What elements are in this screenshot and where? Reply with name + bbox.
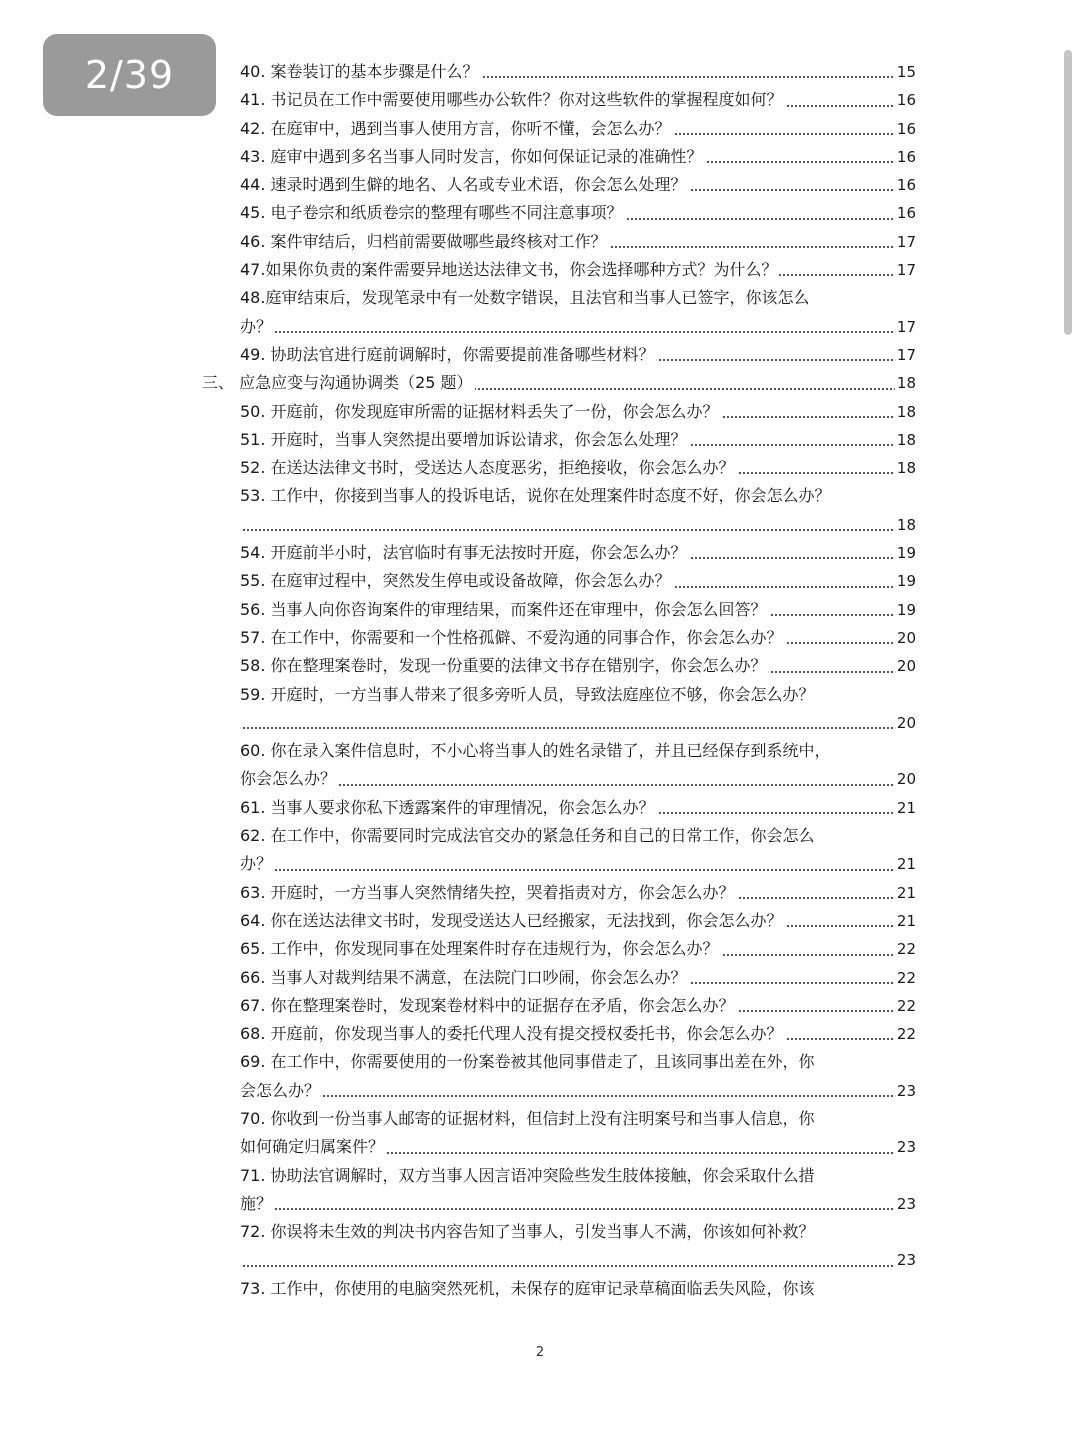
toc-entry-page: 21: [895, 879, 916, 907]
toc-entry[interactable]: [240, 765, 916, 793]
toc-entry[interactable]: [240, 115, 916, 143]
toc-entry[interactable]: [240, 341, 916, 369]
toc-entry-text: 三、 应急应变与沟通协调类（25 题）: [202, 373, 473, 393]
toc-entry-text: 45. 电子卷宗和纸质卷宗的整理有哪些不同注意事项？: [240, 203, 623, 223]
toc-entry-page: 23: [895, 1246, 916, 1274]
toc-entry-page: 22: [895, 992, 916, 1020]
toc-entry[interactable]: [240, 1133, 916, 1161]
toc-entry[interactable]: [240, 171, 916, 199]
toc-entry-page: 18: [895, 511, 916, 539]
toc-entry-page: 19: [895, 539, 916, 567]
toc-entry[interactable]: [240, 1218, 916, 1246]
toc-entry-text: [240, 515, 242, 534]
toc-entry[interactable]: [240, 143, 916, 171]
toc-entry-page: 17: [895, 228, 916, 256]
toc-entry[interactable]: [240, 1105, 916, 1133]
toc-entry-page: 23: [895, 1077, 916, 1105]
toc-entry-page: 21: [895, 850, 916, 878]
toc-entry[interactable]: [240, 709, 916, 737]
toc-entry[interactable]: [240, 313, 916, 341]
toc-entry-text: 你会怎么办？: [240, 769, 337, 789]
toc-entry[interactable]: [240, 1275, 916, 1303]
toc-entry-page: 18: [895, 369, 916, 397]
toc-entry-page: 23: [895, 1133, 916, 1161]
toc-entry-text: 59. 开庭时，一方当事人带来了很多旁听人员，导致法庭座位不够，你会怎么办？: [240, 684, 815, 704]
toc-entry[interactable]: [240, 1190, 916, 1218]
toc-section-heading[interactable]: [202, 369, 916, 397]
toc-entry-text: 办？: [240, 854, 273, 874]
toc-entry[interactable]: [240, 1020, 916, 1048]
toc-entry-text: 71. 协助法官调解时，双方当事人因言语冲突险些发生肢体接触，你会采取什么措: [240, 1165, 815, 1185]
toc-entry-page: 16: [895, 86, 916, 114]
toc-entry-text: 68. 开庭前，你发现当事人的委托代理人没有提交授权委托书，你会怎么办？: [240, 1024, 783, 1044]
toc-entry-page: 23: [895, 1190, 916, 1218]
table-of-contents: [202, 58, 916, 1303]
toc-entry-text: 48.庭审结束后，发现笔录中有一处数字错误，且法官和当事人已签字，你该怎么: [240, 288, 810, 308]
toc-entry-page: 20: [895, 765, 916, 793]
toc-entry[interactable]: [240, 511, 916, 539]
toc-entry-text: 51. 开庭时，当事人突然提出要增加诉讼请求，你会怎么处理？: [240, 429, 687, 449]
toc-entry[interactable]: [240, 992, 916, 1020]
toc-entry[interactable]: [240, 228, 916, 256]
toc-entry-text: 41. 书记员在工作中需要使用哪些办公软件？你对这些软件的掌握程度如何？: [240, 90, 783, 110]
toc-entry-text: 53. 工作中，你接到当事人的投诉电话，说你在处理案件时态度不好，你会怎么办？: [240, 486, 831, 506]
toc-entry[interactable]: [240, 1246, 916, 1274]
toc-entry-text: 60. 你在录入案件信息时，不小心将当事人的姓名录错了，并且已经保存到系统中，: [240, 741, 831, 761]
toc-entry-page: 16: [895, 171, 916, 199]
toc-entry-text: 56. 当事人向你咨询案件的审理结果，而案件还在审理中，你会怎么回答？: [240, 599, 767, 619]
toc-entry-text: 施？: [240, 1193, 273, 1213]
toc-entry-page: 19: [895, 567, 916, 595]
toc-entry[interactable]: [240, 935, 916, 963]
toc-entry-page: 17: [895, 341, 916, 369]
toc-entry-page: 20: [895, 624, 916, 652]
toc-entry-page: 15: [895, 58, 916, 86]
toc-entry-text: 67. 你在整理案卷时，发现案卷材料中的证据存在矛盾，你会怎么办？: [240, 995, 735, 1015]
toc-entry-page: 16: [895, 143, 916, 171]
toc-entry-text: 61. 当事人要求你私下透露案件的审理情况，你会怎么办？: [240, 797, 655, 817]
toc-entry[interactable]: [240, 86, 916, 114]
toc-entry-page: 22: [895, 935, 916, 963]
toc-entry-text: 54. 开庭前半小时，法官临时有事无法按时开庭，你会怎么办？: [240, 543, 687, 563]
toc-entry-text: 70. 你收到一份当事人邮寄的证据材料，但信封上没有注明案号和当事人信息，你: [240, 1108, 815, 1128]
toc-entry[interactable]: [240, 964, 916, 992]
toc-entry-page: 16: [895, 199, 916, 227]
toc-entry-text: 42. 在庭审中，遇到当事人使用方言，你听不懂，会怎么办？: [240, 118, 671, 138]
toc-entry-text: 58. 你在整理案卷时，发现一份重要的法律文书存在错别字，你会怎么办？: [240, 656, 767, 676]
toc-entry[interactable]: [240, 822, 916, 850]
toc-entry[interactable]: [240, 624, 916, 652]
toc-entry[interactable]: [240, 879, 916, 907]
toc-entry[interactable]: [240, 596, 916, 624]
toc-entry[interactable]: [240, 652, 916, 680]
toc-entry-text: 49. 协助法官进行庭前调解时，你需要提前准备哪些材料？: [240, 344, 655, 364]
page-number: 2: [535, 1345, 545, 1360]
toc-entry-page: 21: [895, 907, 916, 935]
toc-entry[interactable]: [240, 199, 916, 227]
toc-entry[interactable]: [240, 1162, 916, 1190]
toc-entry-page: 16: [895, 115, 916, 143]
toc-entry[interactable]: [240, 907, 916, 935]
toc-entry-page: 18: [895, 398, 916, 426]
toc-entry[interactable]: [240, 58, 916, 86]
toc-entry[interactable]: [240, 794, 916, 822]
toc-entry-text: 46. 案件审结后，归档前需要做哪些最终核对工作？: [240, 231, 607, 251]
toc-entry-page: 18: [895, 426, 916, 454]
toc-entry[interactable]: [240, 284, 916, 312]
toc-entry-page: 20: [895, 652, 916, 680]
toc-entry[interactable]: [240, 256, 916, 284]
scrollbar-thumb[interactable]: [1064, 50, 1072, 335]
toc-entry-text: 57. 在工作中，你需要和一个性格孤僻、不爱沟通的同事合作，你会怎么办？: [240, 627, 783, 647]
toc-entry-text: 47.如果你负责的案件需要异地送达法律文书，你会选择哪种方式？为什么？: [240, 260, 778, 280]
toc-entry-page: 22: [895, 1020, 916, 1048]
page-indicator-badge: 2/39: [43, 34, 216, 116]
toc-entry-text: 50. 开庭前，你发现庭审所需的证据材料丢失了一份，你会怎么办？: [240, 401, 719, 421]
toc-entry-text: 65. 工作中，你发现同事在处理案件时存在违规行为，你会怎么办？: [240, 939, 719, 959]
toc-entry[interactable]: [240, 482, 916, 510]
toc-entry[interactable]: [240, 737, 916, 765]
toc-entry[interactable]: [240, 398, 916, 426]
toc-entry-text: 73. 工作中，你使用的电脑突然死机，未保存的庭审记录草稿面临丢失风险，你该: [240, 1278, 815, 1298]
toc-entry-page: 22: [895, 964, 916, 992]
toc-entry-text: 44. 速录时遇到生僻的地名、人名或专业术语，你会怎么处理？: [240, 175, 687, 195]
toc-entry-text: 69. 在工作中，你需要使用的一份案卷被其他同事借走了，且该同事出差在外，你: [240, 1052, 815, 1072]
toc-entry-text: 43. 庭审中遇到多名当事人同时发言，你如何保证记录的准确性？: [240, 146, 703, 166]
toc-entry-text: 66. 当事人对裁判结果不满意，在法院门口吵闹，你会怎么办？: [240, 967, 687, 987]
toc-entry-text: 62. 在工作中，你需要同时完成法官交办的紧急任务和自己的日常工作，你会怎么: [240, 826, 815, 846]
toc-entry-text: 63. 开庭时，一方当事人突然情绪失控，哭着指责对方，你会怎么办？: [240, 882, 735, 902]
toc-entry-text: 64. 你在送达法律文书时，发现受送达人已经搬家，无法找到，你会怎么办？: [240, 910, 783, 930]
toc-entry[interactable]: [240, 850, 916, 878]
toc-entry-text: 如何确定归属案件？: [240, 1137, 385, 1157]
toc-entry-text: 72. 你误将未生效的判决书内容告知了当事人，引发当事人不满，你该如何补救？: [240, 1222, 815, 1242]
toc-entry-text: [240, 1250, 242, 1269]
toc-entry-text: 55. 在庭审过程中，突然发生停电或设备故障，你会怎么办？: [240, 571, 671, 591]
toc-entry-page: 18: [895, 454, 916, 482]
toc-entry-text: 52. 在送达法律文书时，受送达人态度恶劣，拒绝接收，你会怎么办？: [240, 458, 735, 478]
toc-entry-text: [240, 713, 242, 732]
toc-entry[interactable]: [240, 1048, 916, 1076]
toc-entry[interactable]: [240, 426, 916, 454]
toc-entry-page: 17: [895, 313, 916, 341]
toc-entry[interactable]: [240, 539, 916, 567]
toc-entry[interactable]: [240, 1077, 916, 1105]
toc-entry-text: 会怎么办？: [240, 1080, 321, 1100]
toc-entry-page: 17: [895, 256, 916, 284]
toc-entry[interactable]: [240, 681, 916, 709]
toc-entry-text: 办？: [240, 316, 273, 336]
toc-entry[interactable]: [240, 454, 916, 482]
toc-entry-page: 19: [895, 596, 916, 624]
toc-entry-text: 40. 案卷装订的基本步骤是什么？: [240, 62, 479, 81]
toc-entry-page: 20: [895, 709, 916, 737]
toc-entry[interactable]: [240, 567, 916, 595]
toc-entry-page: 21: [895, 794, 916, 822]
